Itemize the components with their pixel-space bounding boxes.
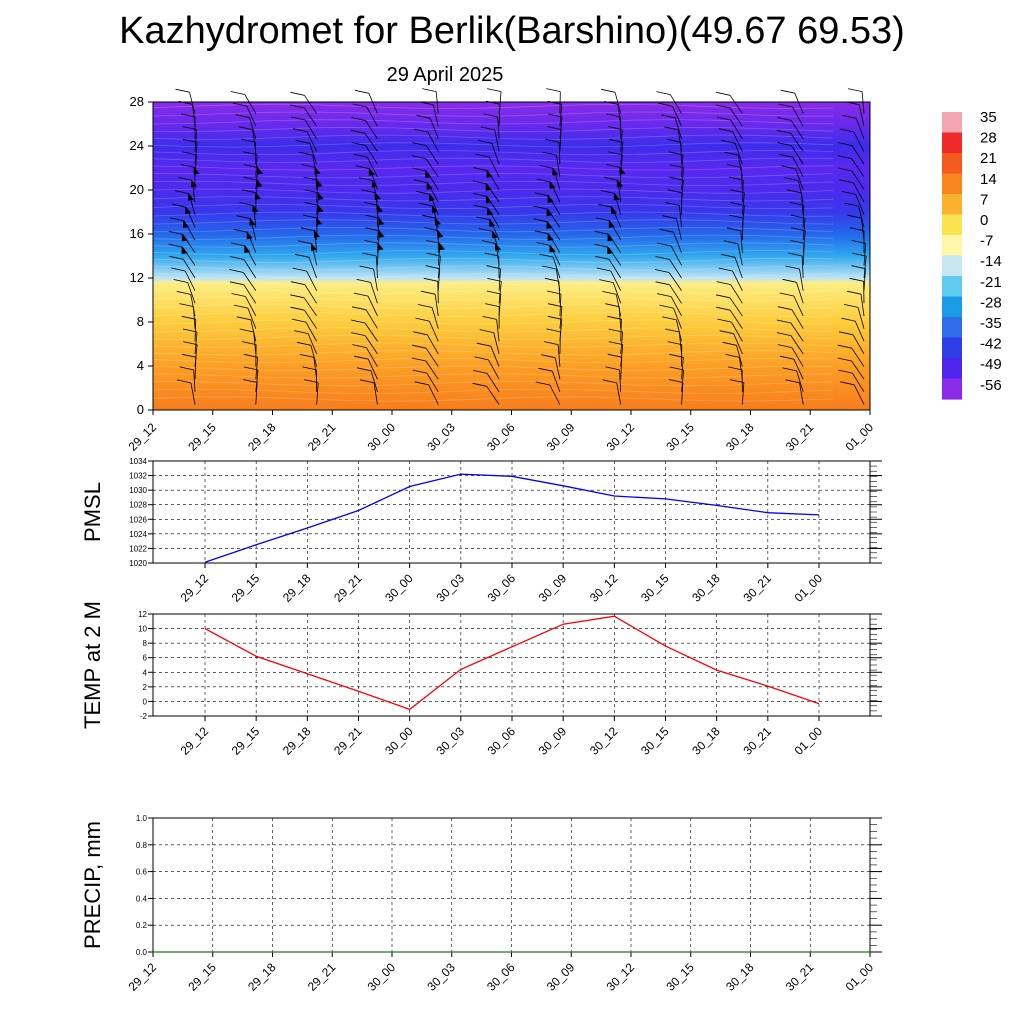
wind-barb-feather [355,90,369,93]
x-tick-label: 30_03 [433,571,467,605]
y-tick-label: 0.2 [135,921,147,931]
x-tick-label: 30_21 [740,571,774,605]
x-tick-label: 29_15 [228,724,263,758]
colorbar-label: 14 [980,170,997,188]
wind-barb [803,205,804,227]
colorbar-label: -35 [980,315,1002,332]
x-tick-label: 30_15 [663,960,697,994]
colorbar-label: -7 [980,232,994,250]
x-tick-label: 30_09 [535,571,570,605]
colorbar-swatch [942,297,962,318]
wind-barb-feather [231,92,245,95]
wind-barb [255,142,256,164]
panel-frame [153,614,870,716]
wind-barb-feather [656,92,670,95]
y-tick-label: 1032 [129,471,147,481]
wind-barb-feather [848,89,862,92]
y-tick-label: 0 [142,697,147,707]
y-tick-label: 0.6 [135,867,147,877]
y-tick-label: 1020 [129,559,147,568]
colorbar-label: 0 [980,212,989,229]
colorbar-swatch [942,112,962,133]
x-tick-label: 30_03 [433,724,467,758]
y-tick-label: 8 [136,314,144,329]
x-tick-label: 30_12 [603,960,638,994]
x-tick-label: 30_18 [723,420,757,454]
y-tick-label: 12 [129,270,144,285]
x-tick-label: 30_00 [364,420,399,454]
colorbar-swatch [942,317,962,338]
colorbar-label: -42 [980,335,1002,353]
chart-title: Kazhydromet for Berlik(Barshino)(49.67 69.53) [119,10,905,52]
heatmap-field [153,102,870,410]
x-tick-label: 29_15 [185,420,219,454]
colorbar-swatch [942,215,962,236]
x-tick-label: 29_18 [279,571,314,605]
x-tick-label: 01_00 [791,724,826,758]
x-tick-label: 30_18 [689,571,723,605]
y-tick-label: 1026 [129,515,147,525]
x-tick-label: 30_00 [382,571,416,605]
wind-barb-feather [176,89,190,92]
x-tick-label: 29_21 [304,420,339,454]
x-tick-label: 29_21 [331,724,365,758]
colorbar-label: 35 [980,109,997,126]
x-tick-label: 29_15 [228,571,263,605]
x-tick-label: 30_15 [638,724,672,758]
x-tick-label: 30_21 [782,960,817,994]
x-tick-label: 30_18 [689,724,723,758]
x-tick-label: 30_00 [382,724,416,758]
x-tick-label: 30_06 [484,724,519,758]
y-tick-label: 4 [136,358,144,373]
y-tick-label: 20 [129,182,144,197]
wind-barb-feather [716,92,730,95]
colorbar-label: 21 [980,150,997,168]
y-axis-title: PMSL [80,482,105,542]
y-tick-label: 6 [142,653,147,663]
x-tick-label: 29_18 [245,420,279,454]
colorbar-swatch [942,256,962,277]
colorbar-swatch [942,194,962,215]
x-tick-label: 30_09 [535,724,570,758]
wind-barb-feather [487,89,501,92]
x-tick-label: 29_21 [331,571,365,605]
x-tick-label: 30_12 [603,420,638,454]
colorbar-label: -14 [980,253,1002,271]
colorbar-swatch [942,235,962,256]
x-tick-label: 29_12 [125,420,160,454]
x-tick-label: 29_18 [245,960,279,994]
x-tick-label: 30_21 [782,420,817,454]
x-tick-label: 30_15 [638,571,672,605]
x-tick-label: 01_00 [842,960,877,994]
x-tick-label: 30_09 [543,960,578,994]
colorbar-label: -21 [980,273,1002,291]
colorbar-swatch [942,133,962,154]
y-tick-label: 2 [142,682,147,692]
x-tick-label: 30_12 [586,724,621,758]
colorbar-swatch [942,174,962,195]
y-tick-label: 4 [142,668,147,678]
y-tick-label: 0.4 [135,894,147,904]
x-tick-label: 29_12 [177,724,212,758]
wind-barb-feather [781,90,795,93]
x-tick-label: 29_12 [177,571,212,605]
y-axis-title: TEMP at 2 M [80,601,105,729]
x-tick-label: 29_15 [185,960,219,994]
y-tick-label: 1034 [129,457,147,466]
x-tick-label: 30_06 [484,960,518,994]
x-tick-label: 29_12 [125,960,160,994]
y-tick-label: 1028 [129,500,147,510]
wind-barb-feather [290,92,304,95]
x-tick-label: 30_06 [484,420,518,454]
colorbar-swatch [942,379,962,400]
y-tick-label: 8 [142,639,147,649]
forecast-date: 29 April 2025 [386,64,504,86]
y-tick-label: 0.0 [135,948,147,957]
y-tick-label: 1.0 [135,814,147,823]
y-tick-label: 16 [129,226,144,241]
y-tick-label: 1022 [129,544,147,554]
colorbar-label: -56 [980,376,1002,394]
y-tick-label: 1024 [129,529,147,539]
y-tick-label: 10 [138,624,147,634]
colorbar-swatch [942,358,962,379]
wind-barb-feather [601,89,615,92]
y-tick-label: 28 [129,94,144,109]
x-tick-label: 30_09 [543,420,578,454]
y-tick-label: 12 [138,610,147,619]
x-tick-label: 30_12 [586,571,621,605]
colorbar-swatch [942,153,962,174]
x-tick-label: 30_15 [663,420,697,454]
x-tick-label: 29_21 [304,960,339,994]
wind-barb-feather [546,89,560,92]
colorbar-label: -49 [980,356,1002,374]
colorbar-label: 7 [980,191,989,209]
x-tick-label: 30_03 [424,420,458,454]
x-tick-label: 01_00 [842,420,877,454]
x-tick-label: 29_18 [279,724,314,758]
colorbar-swatch [942,276,962,297]
x-tick-label: 30_06 [484,571,519,605]
y-axis-title: PRECIP, mm [80,821,105,949]
x-tick-label: 30_21 [740,724,774,758]
y-tick-label: 0 [136,402,144,417]
x-tick-label: 01_00 [791,571,826,605]
x-tick-label: 30_00 [364,960,399,994]
wind-barb-feather [422,89,436,92]
x-tick-label: 30_03 [424,960,458,994]
y-tick-label: 0.8 [135,840,147,850]
y-tick-label: -2 [139,712,147,721]
colorbar-swatch [942,338,962,359]
x-tick-label: 30_18 [723,960,757,994]
colorbar-label: 28 [980,129,997,147]
y-tick-label: 24 [129,138,144,153]
y-tick-label: 1030 [129,486,147,496]
colorbar-label: -28 [980,294,1002,312]
